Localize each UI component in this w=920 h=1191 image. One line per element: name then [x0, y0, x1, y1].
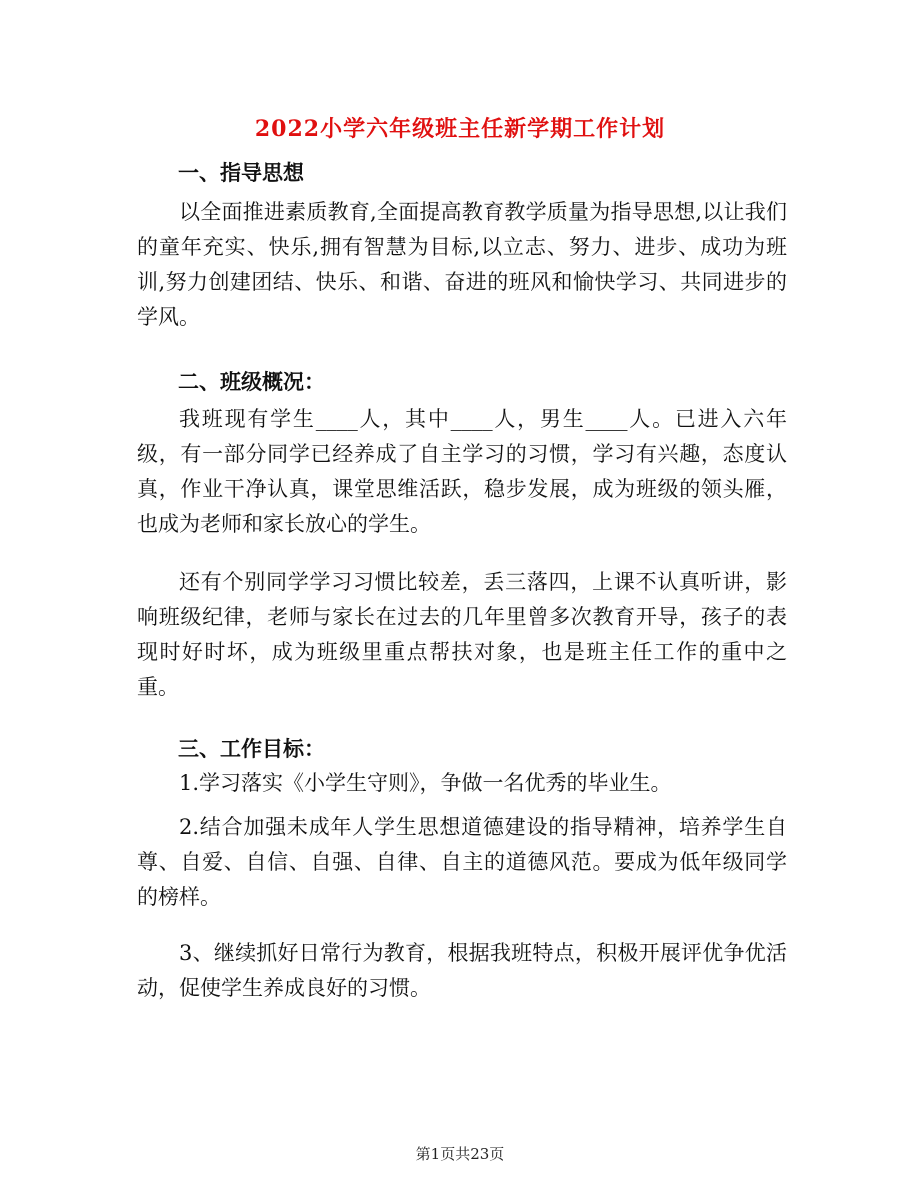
section-heading-guiding-thought: 一、指导思想 — [178, 160, 304, 185]
paragraph-goal-3: 3、继续抓好日常行为教育，根据我班特点，积极开展评优争优活动，促使学生养成良好的习惯。 — [137, 941, 787, 1000]
paragraph-guiding-thought: 以全面推进素质教育,全面提高教育教学质量为指导思想,以让我们的童年充实、快乐,拥有智慧为目标,以立志、努力、进步、成功为班训,努力创建团结、快乐、和谐、奋进的班风和愉快学习、共同进步的学风。 — [137, 200, 787, 329]
section-heading-class-overview: 二、班级概况： — [178, 369, 325, 394]
section-heading-work-goals: 三、工作目标： — [178, 736, 325, 761]
paragraph-class-overview-1: 我班现有学生____人，其中____人，男生____人。已进入六年级，有一部分同学已经养成了自主学习的习惯，学习有兴趣，态度认真，作业干净认真，课堂思维活跃，稳步发展，成为班级的领头雁，也成为老师和家长放心的学生。 — [137, 407, 787, 536]
document-title: 2022小学六年级班主任新学期工作计划 — [254, 116, 666, 142]
paragraph-goal-2: 2.结合加强未成年人学生思想道德建设的指导精神，培养学生自尊、自爱、自信、自强、自律、自主的道德风范。要成为低年级同学的榜样。 — [137, 815, 787, 909]
page-number-footer: 第1页共23页 — [415, 1145, 505, 1163]
paragraph-class-overview-2: 还有个别同学学习习惯比较差，丢三落四，上课不认真听讲，影响班级纪律，老师与家长在过去的几年里曾多次教育开导，孩子的表现时好时坏，成为班级里重点帮扶对象，也是班主任工作的重中之重。 — [137, 570, 787, 699]
paragraph-goal-1: 1.学习落实《小学生守则》，争做一名优秀的毕业生。 — [179, 771, 672, 795]
